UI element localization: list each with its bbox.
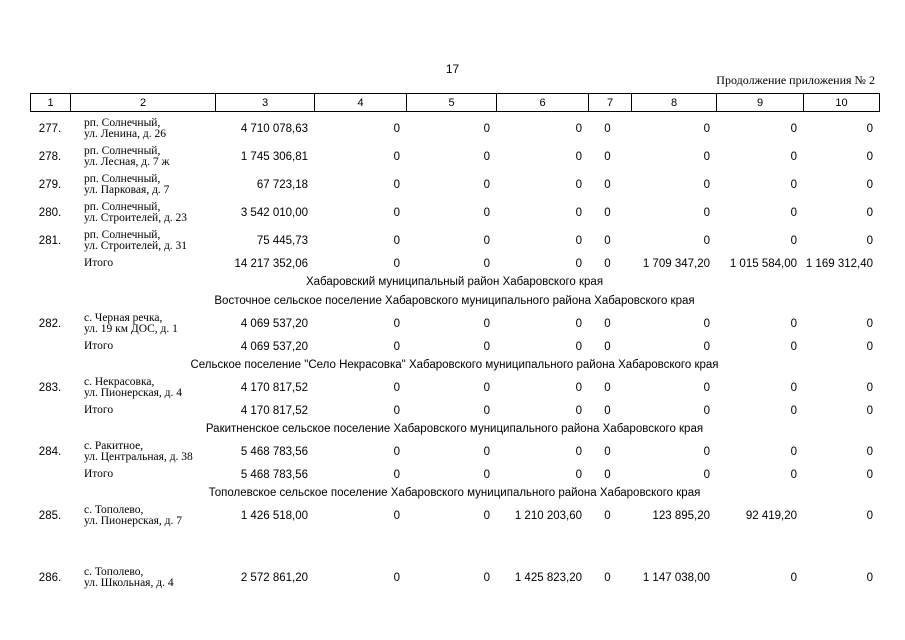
value-col-10: 0 [866, 151, 873, 163]
value-col-9: 0 [790, 468, 797, 481]
address-locality: с. Черная речка, [84, 312, 163, 324]
address-cell [70, 227, 215, 255]
section-heading-row [30, 355, 879, 374]
value-col-3: 4 170 817,52 [240, 404, 308, 417]
address-cell [70, 143, 215, 171]
row-number: 284. [38, 446, 62, 458]
section-heading-row [30, 291, 879, 310]
value-col-3: 4 069 537,20 [240, 318, 308, 330]
value-col-4: 0 [393, 207, 400, 219]
table-row [30, 143, 879, 171]
value-col-7: 0 [604, 572, 611, 584]
value-col-8: 0 [703, 151, 710, 163]
table-row [30, 502, 879, 530]
address-street: ул. 19 км ДОС, д. 1 [84, 323, 178, 335]
value-col-7: 0 [604, 468, 611, 481]
address-street: ул. Пионерская, д. 7 [84, 515, 182, 527]
column-header-10: 10 [804, 94, 880, 112]
value-col-5: 0 [483, 179, 490, 191]
value-col-6: 0 [575, 382, 582, 394]
row-number [30, 338, 70, 355]
value-col-4: 0 [393, 318, 400, 330]
section-heading-row [30, 272, 879, 291]
column-header-7: 7 [589, 94, 632, 112]
row-number: 277. [38, 123, 62, 135]
value-col-6: 0 [575, 404, 582, 417]
address-street: ул. Центральная, д. 38 [84, 451, 193, 463]
value-col-6: 0 [575, 235, 582, 247]
address-locality: с. Тополево, [84, 504, 144, 516]
value-col-10: 0 [866, 468, 873, 481]
row-number: 281. [38, 235, 62, 247]
value-col-10: 0 [866, 446, 873, 458]
value-col-4: 0 [393, 468, 400, 481]
section-heading: Восточное сельское поселение Хабаровского муниципального района Хабаровского края [214, 294, 695, 307]
value-col-6: 0 [575, 468, 582, 481]
row-number [30, 402, 70, 419]
value-col-3: 67 723,18 [256, 179, 308, 191]
value-col-6: 0 [575, 318, 582, 330]
value-col-9: 0 [790, 179, 797, 191]
value-col-8: 0 [703, 123, 710, 135]
address-cell [70, 115, 215, 143]
value-col-6: 1 425 823,20 [514, 572, 582, 584]
value-col-3: 75 445,73 [256, 235, 308, 247]
value-col-5: 0 [483, 123, 490, 135]
address-cell [70, 438, 215, 466]
value-col-9: 1 015 584,00 [729, 257, 797, 270]
value-col-10: 0 [866, 340, 873, 353]
value-col-7: 0 [604, 404, 611, 417]
value-col-8: 0 [703, 235, 710, 247]
value-col-10: 0 [866, 318, 873, 330]
address-cell [70, 310, 215, 338]
value-col-10: 0 [866, 179, 873, 191]
section-heading: Сельское поселение "Село Некрасовка" Хабаровского муниципального района Хабаровского края [190, 358, 719, 371]
value-col-6: 0 [575, 151, 582, 163]
value-col-8: 1 147 038,00 [642, 572, 710, 584]
value-col-4: 0 [393, 257, 400, 270]
table-row [30, 115, 879, 143]
section-heading-row [30, 483, 879, 502]
value-col-9: 92 419,20 [745, 510, 797, 522]
value-col-8: 0 [703, 446, 710, 458]
value-col-3: 4 069 537,20 [240, 340, 308, 353]
address-street: ул. Лесная, д. 7 ж [84, 156, 170, 168]
address-locality: рп. Солнечный, [84, 173, 161, 185]
value-col-3: 1 426 518,00 [240, 510, 308, 522]
value-col-9: 0 [790, 446, 797, 458]
row-number [30, 255, 70, 272]
value-col-9: 0 [790, 207, 797, 219]
value-col-5: 0 [483, 207, 490, 219]
value-col-8: 0 [703, 468, 710, 481]
address-street: ул. Пионерская, д. 4 [84, 387, 182, 399]
value-col-4: 0 [393, 123, 400, 135]
value-col-10: 0 [866, 404, 873, 417]
address-street: ул. Ленина, д. 26 [84, 128, 166, 140]
value-col-6: 0 [575, 446, 582, 458]
value-col-7: 0 [604, 179, 611, 191]
value-col-10: 0 [866, 382, 873, 394]
value-col-3: 4 710 078,63 [240, 123, 308, 135]
value-col-9: 0 [790, 318, 797, 330]
value-col-3: 2 572 861,20 [240, 572, 308, 584]
section-heading: Хабаровский муниципальный район Хабаровского края [305, 275, 604, 288]
value-col-10: 0 [866, 123, 873, 135]
column-header-4: 4 [315, 94, 407, 112]
table-row [30, 171, 879, 199]
value-col-9: 0 [790, 572, 797, 584]
value-col-8: 0 [703, 340, 710, 353]
address-locality: рп. Солнечный, [84, 229, 161, 241]
address-street: ул. Строителей, д. 23 [84, 212, 188, 224]
appendix-note: Продолжение приложения № 2 [716, 73, 875, 87]
column-header-2: 2 [71, 94, 216, 112]
value-col-9: 0 [790, 340, 797, 353]
section-heading: Ракитненское сельское поселение Хабаровского муниципального района Хабаровского края [205, 422, 704, 435]
value-col-5: 0 [483, 235, 490, 247]
section-heading: Тополевское сельское поселение Хабаровского муниципального района Хабаровского края [208, 486, 701, 499]
value-col-8: 0 [703, 179, 710, 191]
value-col-4: 0 [393, 382, 400, 394]
value-col-7: 0 [604, 382, 611, 394]
value-col-3: 5 468 783,56 [240, 468, 308, 481]
value-col-4: 0 [393, 572, 400, 584]
value-col-8: 1 709 347,20 [642, 257, 710, 270]
address-locality: с. Тополево, [84, 566, 144, 578]
value-col-4: 0 [393, 340, 400, 353]
total-label: Итого [84, 468, 114, 480]
value-col-3: 14 217 352,06 [234, 257, 308, 270]
column-header-1: 1 [31, 94, 71, 112]
table-row [30, 564, 879, 592]
value-col-4: 0 [393, 179, 400, 191]
value-col-8: 0 [703, 318, 710, 330]
column-header-6: 6 [497, 94, 589, 112]
column-header-9: 9 [717, 94, 804, 112]
total-row [30, 255, 879, 272]
value-col-6: 0 [575, 179, 582, 191]
value-col-8: 123 895,20 [652, 510, 710, 522]
address-locality: рп. Солнечный, [84, 201, 161, 213]
value-col-7: 0 [604, 446, 611, 458]
section-heading-row [30, 419, 879, 438]
value-col-3: 1 745 306,81 [240, 151, 308, 163]
value-col-5: 0 [483, 468, 490, 481]
total-row [30, 338, 879, 355]
value-col-8: 0 [703, 382, 710, 394]
table-row [30, 199, 879, 227]
total-label: Итого [84, 340, 114, 352]
value-col-5: 0 [483, 404, 490, 417]
value-col-4: 0 [393, 510, 400, 522]
value-col-6: 0 [575, 123, 582, 135]
value-col-4: 0 [393, 235, 400, 247]
value-col-10: 0 [866, 235, 873, 247]
value-col-7: 0 [604, 340, 611, 353]
value-col-5: 0 [483, 318, 490, 330]
value-col-10: 1 169 312,40 [805, 257, 873, 270]
total-label: Итого [84, 404, 114, 416]
value-col-5: 0 [483, 151, 490, 163]
value-col-3: 4 170 817,52 [240, 382, 308, 394]
total-label: Итого [84, 257, 114, 269]
row-number: 285. [38, 510, 62, 522]
table-row [30, 227, 879, 255]
table-row [30, 374, 879, 402]
address-locality: рп. Солнечный, [84, 117, 161, 129]
value-col-8: 0 [703, 404, 710, 417]
row-number: 280. [38, 207, 62, 219]
column-header-8: 8 [632, 94, 717, 112]
value-col-7: 0 [604, 510, 611, 522]
column-header-3: 3 [216, 94, 315, 112]
address-cell [70, 199, 215, 227]
value-col-5: 0 [483, 572, 490, 584]
data-table [30, 115, 879, 592]
row-number: 282. [38, 318, 62, 330]
value-col-7: 0 [604, 235, 611, 247]
column-header-5: 5 [407, 94, 497, 112]
value-col-3: 3 542 010,00 [240, 207, 308, 219]
table-row [30, 438, 879, 466]
value-col-10: 0 [866, 572, 873, 584]
value-col-9: 0 [790, 382, 797, 394]
value-col-5: 0 [483, 382, 490, 394]
address-cell [70, 171, 215, 199]
row-number: 278. [38, 151, 62, 163]
value-col-6: 1 210 203,60 [514, 510, 582, 522]
value-col-6: 0 [575, 257, 582, 270]
value-col-7: 0 [604, 207, 611, 219]
address-locality: с. Некрасовка, [84, 376, 155, 388]
address-locality: с. Ракитное, [84, 440, 144, 452]
value-col-7: 0 [604, 123, 611, 135]
page-number: 17 [445, 62, 460, 76]
value-col-5: 0 [483, 446, 490, 458]
value-col-10: 0 [866, 207, 873, 219]
address-cell [70, 564, 215, 592]
value-col-6: 0 [575, 207, 582, 219]
value-col-7: 0 [604, 257, 611, 270]
value-col-7: 0 [604, 318, 611, 330]
address-cell [70, 502, 215, 530]
total-row [30, 466, 879, 483]
total-row [30, 402, 879, 419]
value-col-9: 0 [790, 404, 797, 417]
row-number: 286. [38, 572, 62, 584]
value-col-7: 0 [604, 151, 611, 163]
address-street: ул. Школьная, д. 4 [84, 577, 174, 589]
value-col-5: 0 [483, 510, 490, 522]
row-number: 283. [38, 382, 62, 394]
blank-row [30, 530, 879, 564]
value-col-9: 0 [790, 235, 797, 247]
value-col-5: 0 [483, 257, 490, 270]
value-col-9: 0 [790, 123, 797, 135]
value-col-4: 0 [393, 151, 400, 163]
value-col-4: 0 [393, 404, 400, 417]
address-street: ул. Строителей, д. 31 [84, 240, 188, 252]
value-col-5: 0 [483, 340, 490, 353]
value-col-6: 0 [575, 340, 582, 353]
row-number [30, 466, 70, 483]
value-col-3: 5 468 783,56 [240, 446, 308, 458]
column-number-header [30, 93, 880, 112]
address-street: ул. Парковая, д. 7 [84, 184, 170, 196]
address-locality: рп. Солнечный, [84, 145, 161, 157]
value-col-4: 0 [393, 446, 400, 458]
row-number: 279. [38, 179, 62, 191]
value-col-8: 0 [703, 207, 710, 219]
value-col-9: 0 [790, 151, 797, 163]
value-col-10: 0 [866, 510, 873, 522]
address-cell [70, 374, 215, 402]
table-row [30, 310, 879, 338]
